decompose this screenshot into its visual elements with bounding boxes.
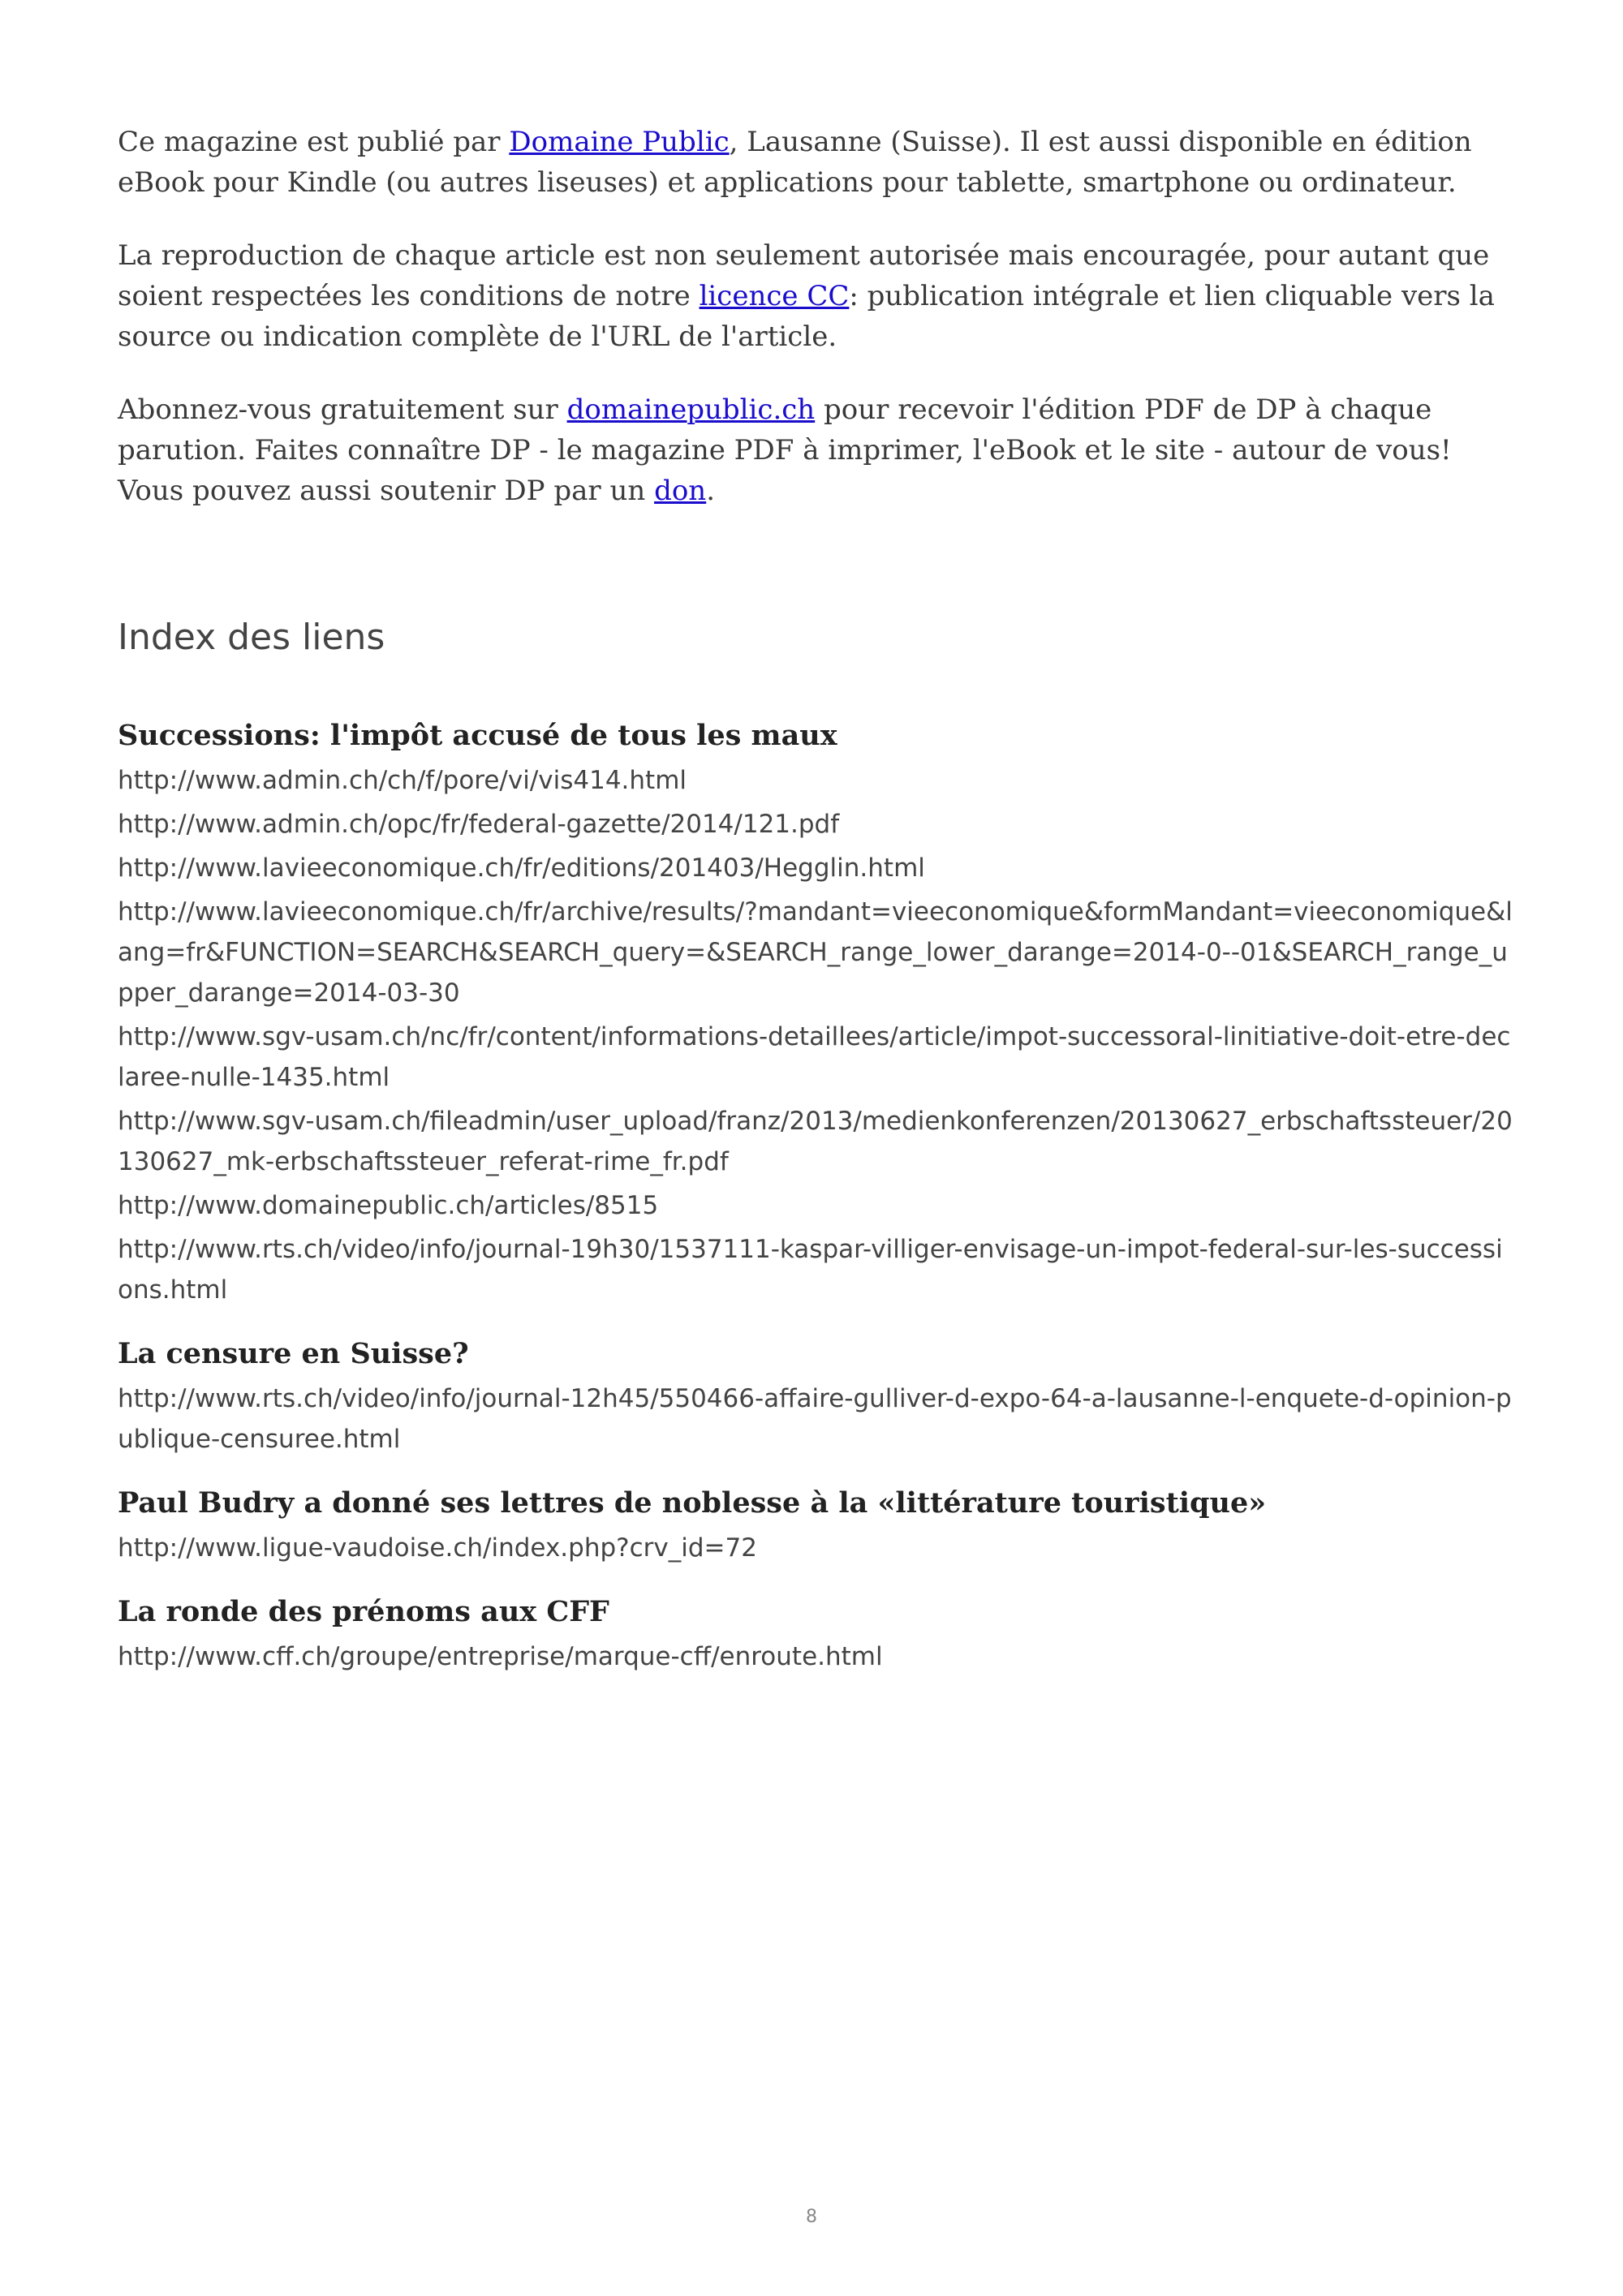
text: La reproduction de chaque article est non seulement autorisée mais encouragée, pour autant que soient respectées les conditions de notre xyxy=(118,239,1490,312)
url-link[interactable]: http://www.lavieeconomique.ch/fr/archive/results/?mandant=vieeconomique&formMandant=vieeconomique&lang=fr&FUNCTION=SEARCH&SEARCH_query=&SEARCH_range_lower_darange=2014-0--01&SEARCH_range_upper_darange=2014-03-30 xyxy=(118,897,1513,1008)
index-title: Index des liens xyxy=(118,617,385,658)
link-section xyxy=(118,1333,1513,1460)
url-link[interactable]: http://www.rts.ch/video/info/journal-19h30/1537111-kaspar-villiger-envisage-un-impot-federal-sur-les-successions.html xyxy=(118,1235,1503,1305)
link-section xyxy=(118,715,1513,1310)
url-link[interactable]: http://www.sgv-usam.ch/nc/fr/content/informations-detaillees/article/impot-successoral-linitiative-doit-etre-declaree-nulle-1435.html xyxy=(118,1022,1511,1092)
url-link[interactable]: http://www.admin.ch/ch/f/pore/vi/vis414.html xyxy=(118,766,687,795)
domainepublic-link[interactable]: domainepublic.ch xyxy=(566,393,816,426)
donation-link[interactable]: don xyxy=(654,475,707,507)
intro-paragraph-publisher xyxy=(118,122,1513,203)
text: . xyxy=(706,475,716,507)
link-section xyxy=(118,1591,1513,1677)
url-link[interactable]: http://www.domainepublic.ch/articles/8515 xyxy=(118,1191,659,1220)
url-link[interactable]: http://www.lavieeconomique.ch/fr/editions/201403/Hegglin.html xyxy=(118,853,925,883)
url-link[interactable]: http://www.rts.ch/video/info/journal-12h45/550466-affaire-gulliver-d-expo-64-a-lausanne-l-enquete-d-opinion-publique-censuree.html xyxy=(118,1384,1512,1454)
text: : publication intégrale et lien cliquable vers la source ou indication complète de l'URL de l'article. xyxy=(118,280,1495,353)
url-link[interactable]: http://www.cff.ch/groupe/entreprise/marque-cff/enroute.html xyxy=(118,1642,883,1671)
url-link[interactable]: http://www.ligue-vaudoise.ch/index.php?crv_id=72 xyxy=(118,1533,757,1563)
text: pour recevoir l'édition PDF de DP à chaque parution. Faites connaître DP - le magazine PDF à imprimer, l'eBook et le site - autour de vous! Vous pouvez aussi soutenir DP par un xyxy=(118,393,1452,507)
link-section xyxy=(118,1482,1513,1568)
domaine-public-link[interactable]: Domaine Public xyxy=(509,126,730,158)
url-link[interactable]: http://www.sgv-usam.ch/fileadmin/user_upload/franz/2013/medienkonferenzen/20130627_erbschaftssteuer/20130627_mk-erbschaftssteuer_referat-rime_fr.pdf xyxy=(118,1107,1513,1176)
page-number: 8 xyxy=(806,2207,817,2227)
section-title: La ronde des prénoms aux CFF xyxy=(118,1595,609,1628)
text: Ce magazine est publié par xyxy=(118,126,510,158)
section-title: Paul Budry a donné ses lettres de noblesse à la «littérature touristique» xyxy=(118,1486,1267,1520)
text: Abonnez-vous gratuitement sur xyxy=(118,393,567,426)
licence-cc-link[interactable]: licence CC xyxy=(699,280,850,312)
intro-paragraph-subscribe xyxy=(118,389,1513,511)
text: , Lausanne (Suisse). Il est aussi disponible en édition eBook pour Kindle (ou autres liseuses) et applications pour tablette, smartphone ou ordinateur. xyxy=(118,126,1472,199)
section-title: Successions: l'impôt accusé de tous les maux xyxy=(118,719,837,752)
link-index xyxy=(118,715,1513,1677)
url-link[interactable]: http://www.admin.ch/opc/fr/federal-gazette/2014/121.pdf xyxy=(118,810,840,839)
page-content xyxy=(118,122,1513,1700)
intro-paragraph-license xyxy=(118,235,1513,357)
section-title: La censure en Suisse? xyxy=(118,1337,469,1370)
